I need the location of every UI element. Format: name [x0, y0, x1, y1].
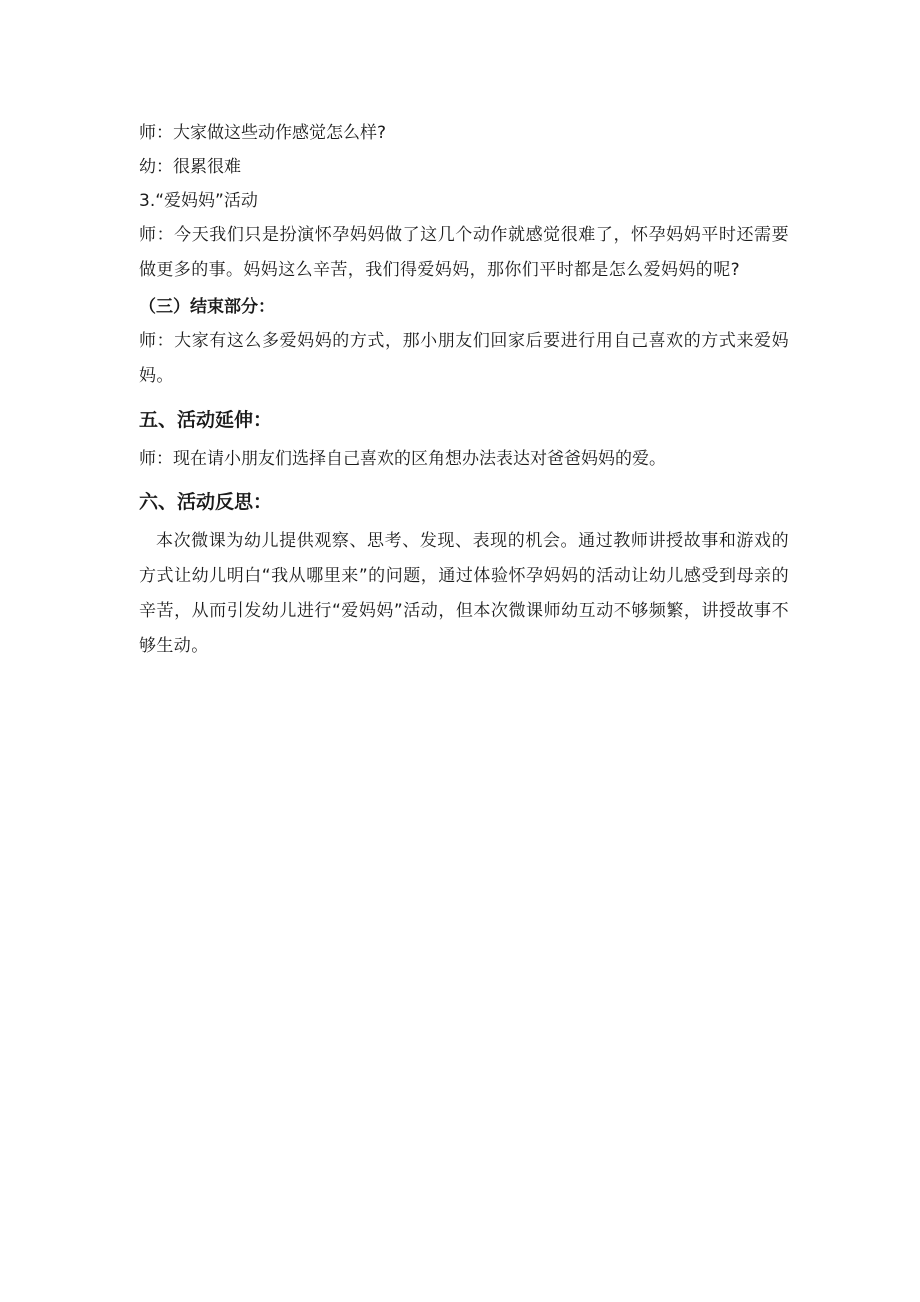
- teacher-paragraph: 师：今天我们只是扮演怀孕妈妈做了这几个动作就感觉很难了，怀孕妈妈平时还需要做更多的事。妈妈这么辛苦，我们得爱妈妈，那你们平时都是怎么爱妈妈的呢?: [139, 225, 789, 280]
- child-answer: 幼：很累很难: [139, 157, 241, 177]
- document-body: [139, 116, 789, 664]
- ending-paragraph: 师：大家有这么多爱妈妈的方式，那小朋友们回家后要进行用自己喜欢的方式来爱妈妈。: [139, 331, 789, 386]
- ending-section-heading: （三）结束部分：: [139, 297, 275, 317]
- extension-text: 师：现在请小朋友们选择自己喜欢的区角想办法表达对爸爸妈妈的爱。: [139, 449, 666, 469]
- teacher-question: 师：大家做这些动作感觉怎么样?: [139, 123, 387, 143]
- reflection-heading: 六、活动反思：: [139, 491, 273, 513]
- reflection-paragraph: 本次微课为幼儿提供观察、思考、发现、表现的机会。通过教师讲授故事和游戏的方式让幼儿明白“我从哪里来”的问题，通过体验怀孕妈妈的活动让幼儿感受到母亲的辛苦，从而引发幼儿进行“爱妈妈”活动，但本次微课师幼互动不够频繁，讲授故事不够生动。: [139, 531, 789, 656]
- extension-heading: 五、活动延伸：: [139, 409, 273, 431]
- step-3-title: 3.“爱妈妈”活动: [139, 191, 258, 211]
